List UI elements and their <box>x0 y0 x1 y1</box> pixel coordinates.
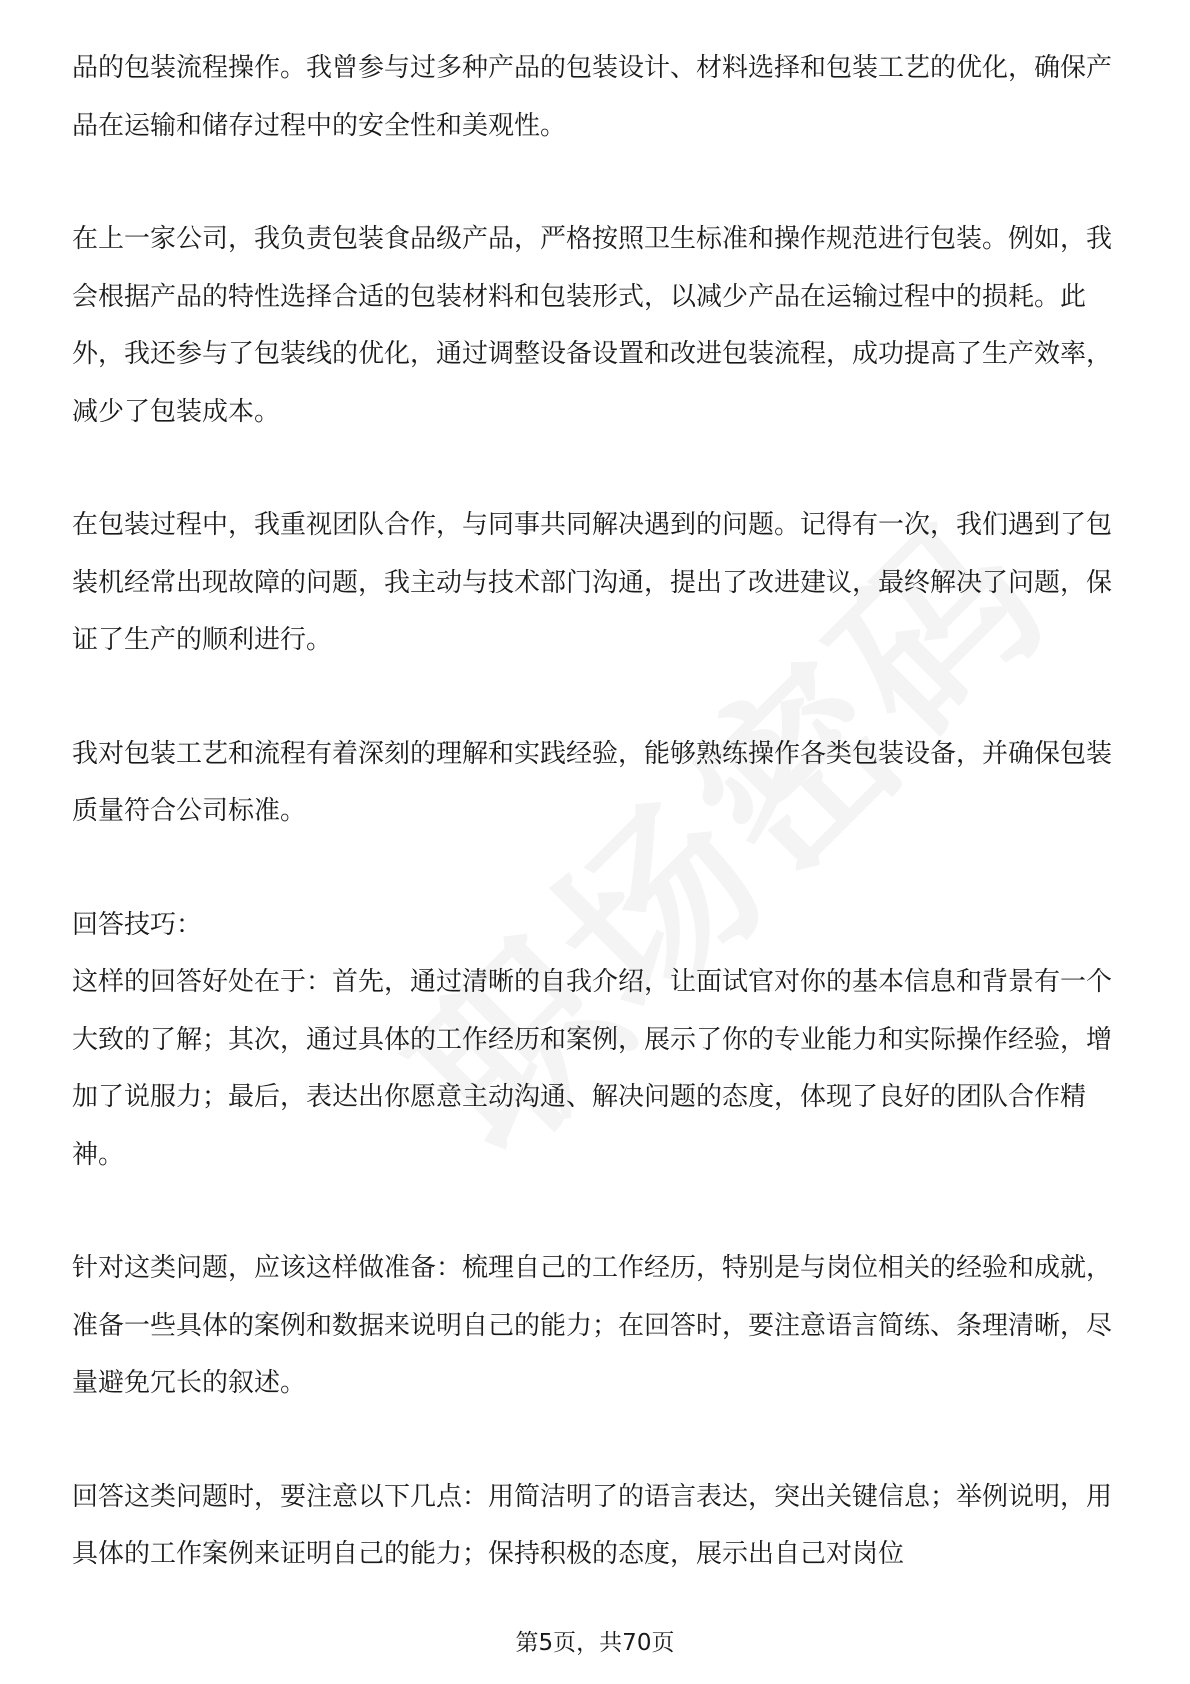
paragraph-spacer <box>72 1413 1122 1469</box>
paragraph-answer-points: 回答这类问题时，要注意以下几点：用简洁明了的语言表达，突出关键信息；举例说明，用具体的工作案例来证明自己的能力；保持积极的态度，展示出自己对岗位 <box>72 1481 1113 1569</box>
paragraph-previous-company: 在上一家公司，我负责包装食品级产品，严格按照卫生标准和操作规范进行包装。例如，我会根据产品的特性选择合适的包装材料和包装形式，以减少产品在运输过程中的损耗。此外，我还参与了包装线的优化，通过调整设备设置和改进包装流程，成功提高了生产效率，减少了包装成本。 <box>72 224 1113 427</box>
paragraph-spacer <box>72 670 1122 726</box>
paragraph-spacer <box>72 1184 1122 1240</box>
paragraph-spacer <box>72 441 1122 497</box>
tips-heading: 回答技巧： <box>72 909 203 940</box>
paragraph-answer-benefits: 这样的回答好处在于：首先，通过清晰的自我介绍，让面试官对你的基本信息和背景有一个大致的了解；其次，通过具体的工作经历和案例，展示了你的专业能力和实际操作经验，增加了说服力；最后，表达出你愿意主动沟通、解决问题的态度，体现了良好的团队合作精神。 <box>72 967 1113 1170</box>
paragraph-packaging-experience: 品的包装流程操作。我曾参与过多种产品的包装设计、材料选择和包装工艺的优化，确保产品在运输和储存过程中的安全性和美观性。 <box>72 53 1113 141</box>
paragraph-preparation: 针对这类问题，应该这样做准备：梳理自己的工作经历，特别是与岗位相关的经验和成就，准备一些具体的案例和数据来说明自己的能力；在回答时，要注意语言简练、条理清晰，尽量避免冗长的叙述。 <box>72 1253 1113 1398</box>
document-body <box>72 40 1122 1584</box>
paragraph-teamwork: 在包装过程中，我重视团队合作，与同事共同解决遇到的问题。记得有一次，我们遇到了包装机经常出现故障的问题，我主动与技术部门沟通，提出了改进建议，最终解决了问题，保证了生产的顺利进行。 <box>72 510 1113 655</box>
page-number: 第5页，共70页 <box>515 1630 675 1656</box>
paragraph-summary: 我对包装工艺和流程有着深刻的理解和实践经验，能够熟练操作各类包装设备，并确保包装质量符合公司标准。 <box>72 738 1113 826</box>
paragraph-spacer <box>72 155 1122 211</box>
paragraph-spacer <box>72 841 1122 897</box>
